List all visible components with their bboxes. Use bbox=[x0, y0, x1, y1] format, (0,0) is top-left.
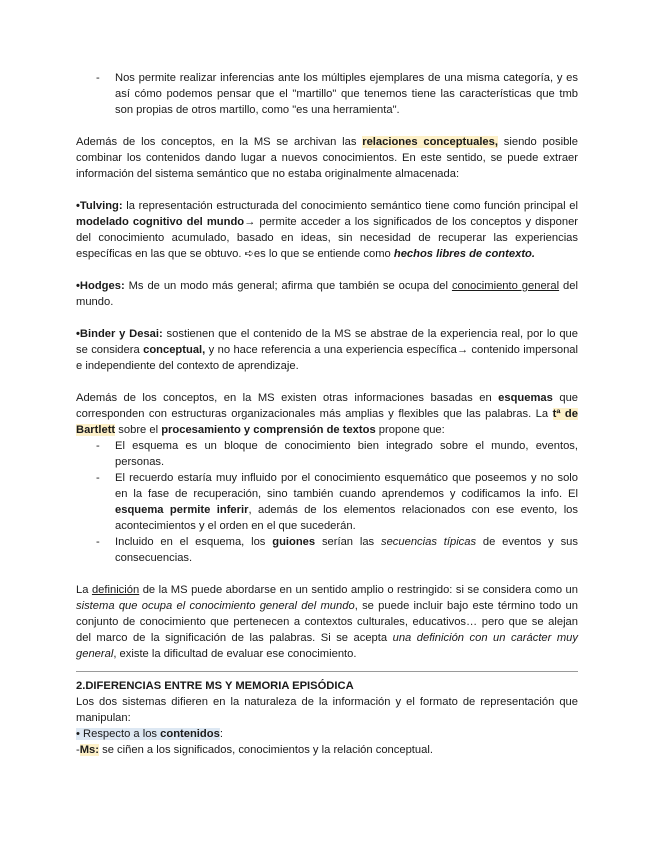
ms-line: -Ms: se ciñen a los significados, conocimientos y la relación conceptual. bbox=[76, 744, 433, 756]
hodges-paragraph: •Hodges: Ms de un modo más general; afirma que también se ocupa del conocimiento general del mundo. bbox=[76, 280, 578, 308]
list-item: - Incluido en el esquema, los guiones serían las secuencias típicas de eventos y sus consecuencias. bbox=[76, 534, 578, 566]
highlight-relaciones: relaciones conceptuales, bbox=[362, 136, 498, 148]
highlight-bartlett: tª de Bartlett bbox=[76, 408, 578, 436]
list-item bbox=[76, 70, 578, 118]
tulving-paragraph: •Tulving: la representación estructurada del conocimiento semántico tiene como función principal el modelado cognitivo del mundo→ permite acceder a los significados de los conceptos y disponer del conocimiento acumulado, basado en ideas, sin necesidad de recuperar las experiencias específicas en las que se obtuvo. ➪es lo que se entiende como hechos libres de contexto. bbox=[76, 200, 579, 260]
definition-paragraph: La definición de la MS puede abordarse en un sentido amplio o restringido: si se considera como un sistema que ocupa el conocimiento general del mundo, se puede incluir bajo este término todo un conjunto de conocimiento que pertenecen a contextos culturales, educativos… pero que se alejan del marco de la significación de las palabras. Si se acepta una definición con un carácter muy general, existe la dificultad de evaluar ese conocimiento. bbox=[76, 584, 578, 660]
section-intro: Los dos sistemas difieren en la naturaleza de la información y el formato de representación que manipulan: bbox=[76, 696, 578, 724]
conceptual-relations-paragraph: Además de los conceptos, en la MS se archivan las relaciones conceptuales, siendo posible combinar los contenidos dando lugar a nuevos conocimientos. En este sentido, se puede extraer información del sistema semántico que no estaba originalmente almacenada: bbox=[76, 136, 579, 180]
section-heading: 2.DIFERENCIAS ENTRE MS Y MEMORIA EPISÓDICA bbox=[76, 680, 354, 692]
list-item: - El esquema es un bloque de conocimiento bien integrado sobre el mundo, eventos, personas. bbox=[76, 438, 578, 470]
binder-label: •Binder y Desai: bbox=[76, 328, 163, 340]
highlight-ms: Ms: bbox=[79, 744, 100, 756]
inference-text: Nos permite realizar inferencias ante los múltiples ejemplares de una misma categoría, y es así cómo podemos pensar que el "martillo" que tenemos tiene las características que tmb son propias de otros martillo, como "es una herramienta". bbox=[115, 72, 578, 116]
inference-list bbox=[76, 70, 578, 118]
contents-bullet: • Respecto a los contenidos: bbox=[76, 728, 223, 740]
section-divider bbox=[76, 671, 578, 672]
hodges-label: •Hodges: bbox=[76, 280, 125, 292]
tulving-label: •Tulving: bbox=[76, 200, 123, 212]
schemas-paragraph: Además de los conceptos, en la MS existen otras informaciones basadas en esquemas que corresponden con estructuras organizacionales más amplias y flexibles que las palabras. La tª de Bartlett sobre el procesamiento y comprensión de textos propone que: bbox=[76, 392, 579, 436]
list-item: - El recuerdo estaría muy influido por el conocimiento esquemático que poseemos y no solo en la fase de recuperación, sino también cuando aprendemos y codificamos la info. El esquema permite inferir, además de los elementos relacionados con ese evento, los acontecimientos y el orden en el que sucederán. bbox=[76, 470, 578, 534]
schemas-list bbox=[76, 438, 578, 566]
document-page bbox=[76, 70, 578, 758]
binder-desai-paragraph: •Binder y Desai: sostienen que el contenido de la MS se abstrae de la experiencia real, por lo que se considera conceptual, y no hace referencia a una experiencia específica→ contenido impersonal e independiente del contexto de aprendizaje. bbox=[76, 328, 579, 372]
